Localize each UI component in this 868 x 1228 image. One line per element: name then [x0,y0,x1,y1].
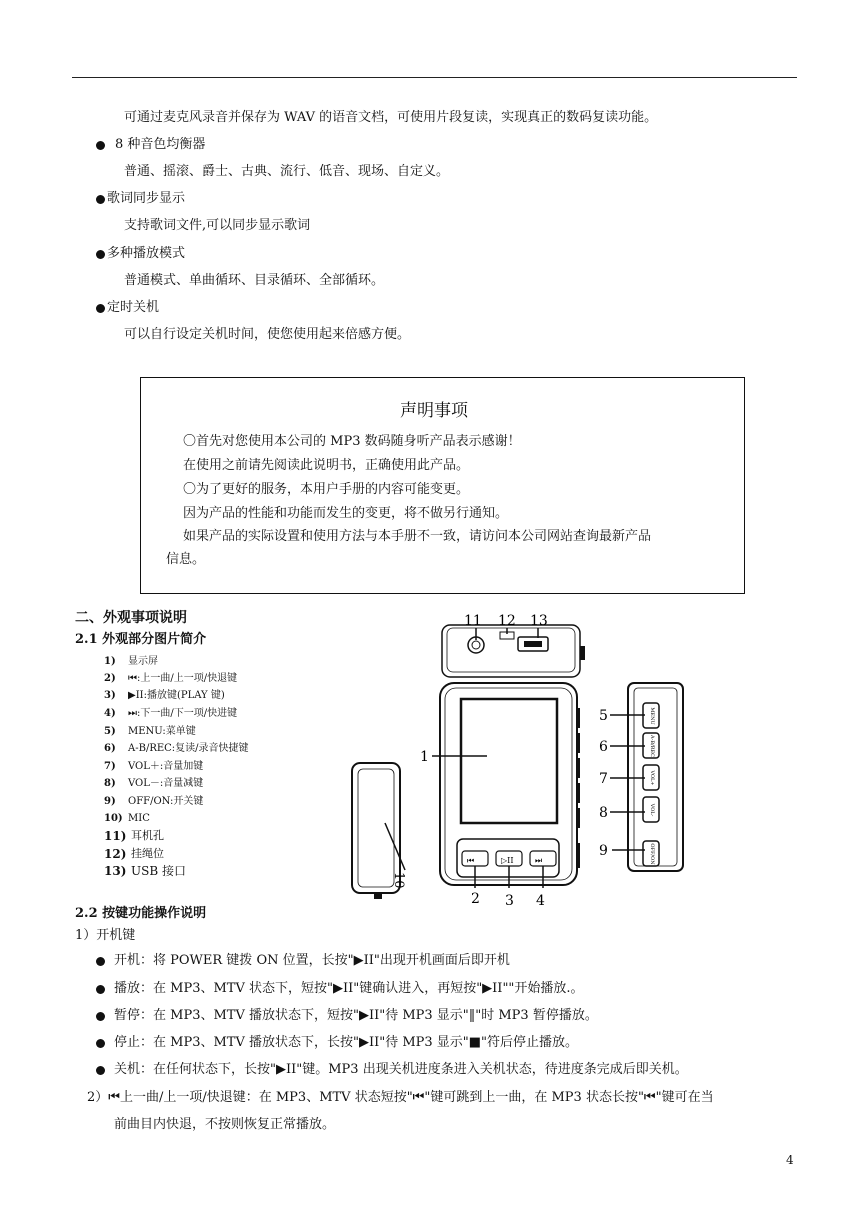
callout-12: 12 [498,613,516,629]
part-label: MIC [128,813,150,824]
vol-up-key-label: VOL+ [649,770,655,786]
part-num: 7) [104,761,116,772]
callout-9: 9 [599,843,608,859]
callout-11: 11 [464,613,482,629]
callout-7: 7 [599,771,608,787]
part-label: A-B/REC:复读/录音快捷键 [128,743,249,754]
feature-title: 定时关机 [107,300,160,315]
bullet [96,1066,105,1075]
notice-line: 〇为了更好的服务，本用户手册的内容可能变更。 [183,482,470,497]
prev-key-description-cont: 前曲目内快退，不按则恢复正常播放。 [114,1117,336,1132]
part-label: VOL＋:音量加键 [128,761,204,772]
play-pause-icon: ▷II [501,856,514,865]
op-line: 播放：在 MP3、MTV 状态下，短按"▶II"键确认进入，再短按"▶II""开始播放.。 [114,981,584,996]
front-view [440,683,580,885]
part-label: MENU:菜单键 [128,726,196,737]
top-view [442,625,585,677]
part-num: 9) [104,796,116,807]
callout-10: 10 [391,872,406,889]
feature-desc: 普通、摇滚、爵士、古典、流行、低音、现场、自定义。 [124,164,450,179]
part-label: 挂绳位 [131,847,164,860]
op-line: 开机：将 POWER 键拨 ON 位置，长按"▶II"出现开机画面后即开机 [114,953,510,968]
part-label: ⏮:上一曲/上一项/快退键 [128,673,238,684]
callout-4: 4 [536,893,545,908]
notice-line: 在使用之前请先阅读此说明书，正确使用此产品。 [183,458,470,473]
callout-13: 13 [530,613,548,629]
header-rule [72,77,797,78]
op-line: 停止：在 MP3、MTV 播放状态下，长按"▶II"待 MP3 显示"■"符后停止播放。 [114,1035,579,1050]
part-num: 13) [104,864,127,878]
feature-title: 歌词同步显示 [107,191,186,206]
subsection-heading: 2.2 按键功能操作说明 [75,906,207,921]
intro-line: 可通过麦克风录音并保存为 WAV 的语音文档，可使用片段复读，实现真正的数码复读功能。 [124,110,658,125]
part-num: 1) [104,656,116,667]
bullet [96,985,105,994]
part-num: 12) [104,847,127,861]
right-side-view [628,683,683,871]
bullet [96,195,105,204]
menu-key-label: MENU [649,707,655,725]
power-key-heading: 1）开机键 [75,928,136,943]
device-diagram [340,608,700,908]
part-num: 5) [104,726,116,737]
feature-title: 8 种音色均衡器 [115,137,206,152]
bullet [96,304,105,313]
vol-down-key-label: VOL- [649,803,655,817]
callout-5: 5 [599,708,608,724]
op-line: 暂停：在 MP3、MTV 播放状态下，短按"▶II"待 MP3 显示"‖"时 MP3 暂停播放。 [114,1008,598,1023]
part-label: ⏭:下一曲/下一项/快进键 [128,708,238,719]
callout-1: 1 [420,749,429,765]
feature-title: 多种播放模式 [107,246,186,261]
bullet [96,957,105,966]
feature-desc: 支持歌词文件,可以同步显示歌词 [124,218,311,233]
prev-key-description: 2）⏮上一曲/上一项/快退键：在 MP3、MTV 状态短按"⏮"键可跳到上一曲，在 MP3 状态长按"⏮"键可在当 [87,1090,714,1105]
bullet [96,1039,105,1048]
bullet [96,1012,105,1021]
part-label: 显示屏 [128,656,158,667]
part-num: 6) [104,743,116,754]
part-num: 2) [104,673,116,684]
part-label: ▶II:播放键(PLAY 键) [128,690,225,701]
bullet [96,141,105,150]
section-heading: 二、外观事项说明 [75,610,187,626]
callout-6: 6 [599,739,608,755]
notice-line: 如果产品的实际设置和使用方法与本手册不一致，请访问本公司网站查询最新产品 [183,529,652,544]
part-label: USB 接口 [131,864,186,878]
page-number: 4 [786,1153,794,1167]
callout-8: 8 [599,805,608,821]
notice-line: 因为产品的性能和功能而发生的变更，将不做另行通知。 [183,506,509,521]
part-num: 10) [104,813,123,824]
prev-icon: ⏮ [467,856,475,865]
op-line: 关机：在任何状态下，长按"▶II"键。MP3 出现关机进度条进入关机状态，待进度条完成后即关机。 [114,1062,688,1077]
next-icon: ⏭ [535,856,543,865]
feature-desc: 普通模式、单曲循环、目录循环、全部循环。 [124,273,385,288]
subsection-heading: 2.1 外观部分图片简介 [75,632,207,647]
notice-title: 声明事项 [400,401,468,421]
feature-desc: 可以自行设定关机时间，使您使用起来倍感方便。 [124,327,411,342]
ab-rec-key-label: A-B/REC [649,735,655,757]
bullet [96,250,105,259]
part-num: 8) [104,778,116,789]
notice-line: 信息。 [166,552,206,567]
part-label: OFF/ON:开关键 [128,796,204,807]
callout-3: 3 [505,893,514,908]
part-num: 4) [104,708,116,719]
part-num: 3) [104,690,116,701]
part-label: 耳机孔 [131,829,164,842]
part-label: VOL－:音量减键 [128,778,204,789]
notice-line: 〇首先对您使用本公司的 MP3 数码随身听产品表示感谢！ [183,434,521,449]
callout-2: 2 [471,891,480,907]
part-num: 11) [104,829,127,843]
power-switch-label: OFF/ON [649,843,655,865]
